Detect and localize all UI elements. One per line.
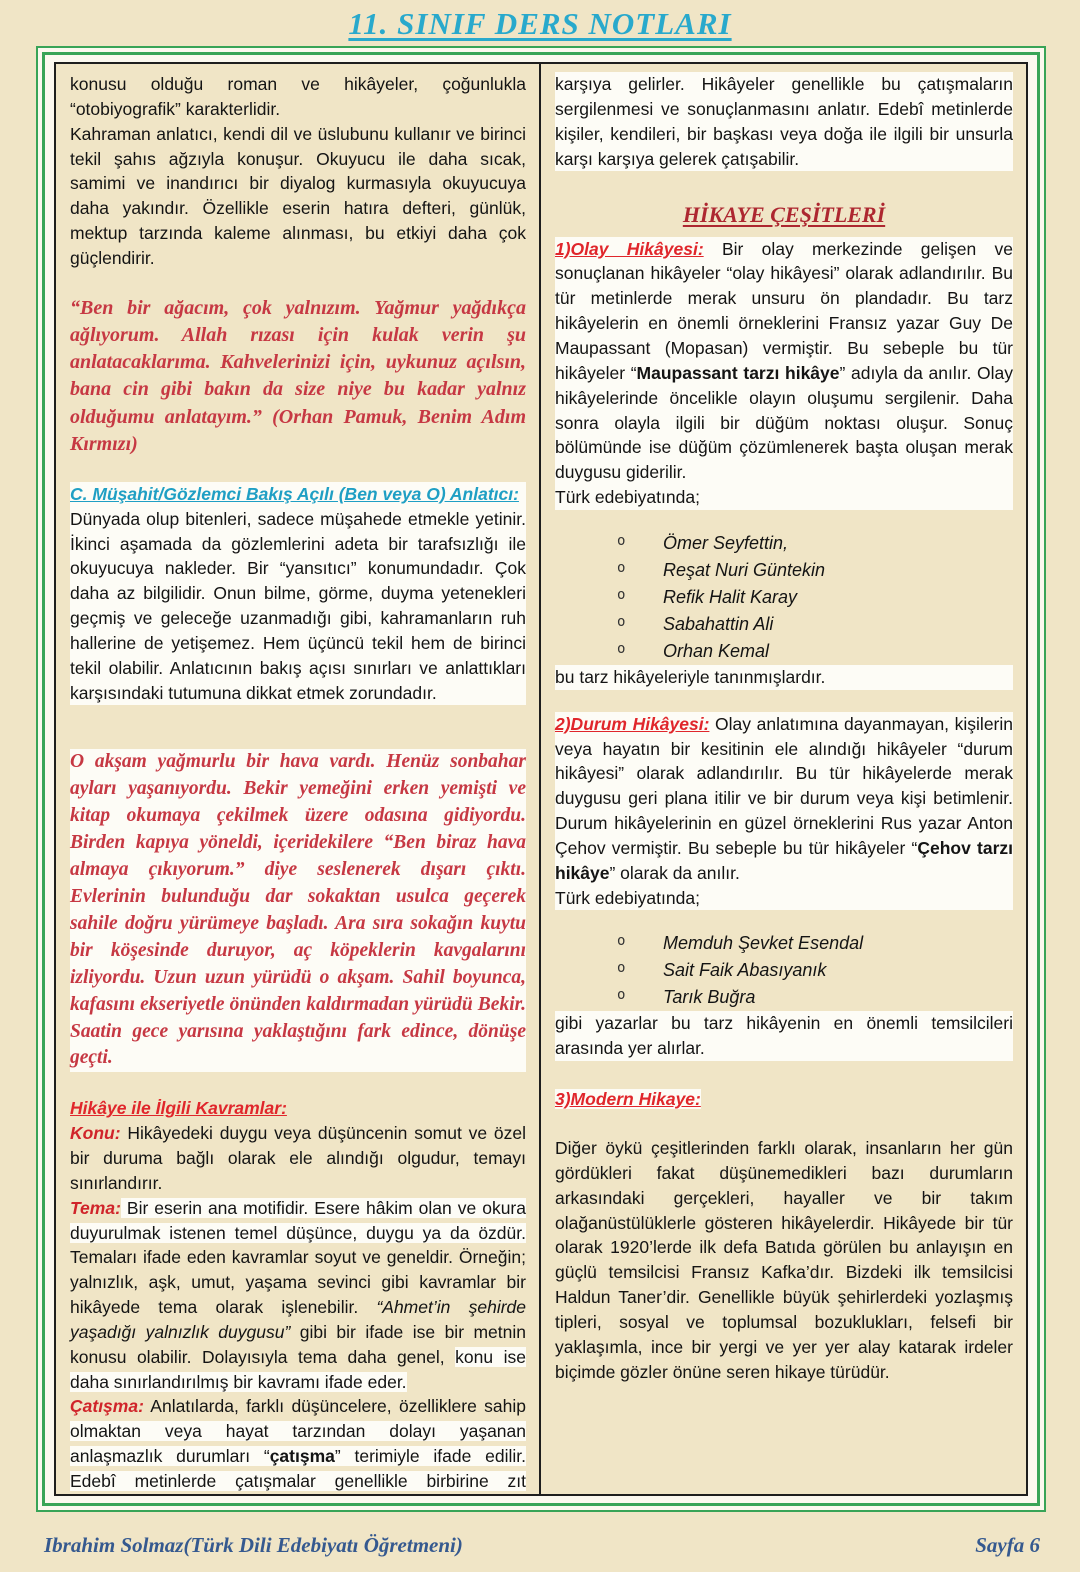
page-title-text: 11. SINIF DERS NOTLARI — [348, 6, 732, 41]
tema-text-3: konu ise daha sınırlandırılmış bir kavramı ifade eder. — [70, 1346, 526, 1392]
author-name: Ömer Seyfettin, — [663, 532, 789, 553]
section-heading-hikaye-cesitleri: HİKAYE ÇEŞİTLERİ — [682, 202, 886, 228]
green-frame-inner — [42, 52, 1040, 1506]
paragraph-otobiyografik: konusu olduğu roman ve hikâyeler, çoğunlukla “otobiyografik” karakterlidir. — [70, 74, 526, 119]
section-heading-musahit: C. Müşahit/Gözlemci Bakış Açılı (Ben veya O) Anlatıcı: — [70, 483, 519, 504]
durum-authors-list — [555, 930, 1013, 1011]
olay-hikayesi-label: 1)Olay Hikâyesi: — [555, 238, 704, 259]
tema-text: Temaları ifade eden kavramlar soyut ve geneldir. Örneğin; yalnızlık, aşk, umut, yaşama sevinci gibi kavramlar bir hikâyede tema olarak işlenebilir. — [70, 1247, 526, 1318]
page-title — [0, 0, 1080, 42]
catisma-text-3: ” terimiyle ifade edilir. Edebî metinlerde çatışmalar genellikle birbirine zıt — [70, 1446, 526, 1491]
tema-text-highlight: Bir eserin ana motifidir. Esere hâkim olan ve okura duyurulmak istenen temel düşünce, duygu ya da özdür. — [70, 1197, 526, 1243]
author-name: Orhan Kemal — [663, 640, 770, 661]
turk-edebiyatinda-1: Türk edebiyatında; — [555, 487, 700, 508]
durum-text-2: ” olarak da anılır. — [609, 862, 740, 883]
author-name: Tarık Buğra — [663, 987, 756, 1008]
author-name: Sabahattin Ali — [663, 613, 774, 634]
konu-definition — [70, 1121, 526, 1196]
list-item — [617, 930, 1013, 957]
tema-text-2: gibi bir ifade ise bir metnin konusu olabilir. Dolayısıyla tema daha genel, — [70, 1321, 526, 1367]
footer-author: Ibrahim Solmaz(Türk Dili Edebiyatı Öğretmeni) — [44, 1533, 463, 1557]
durum-hikayesi-section — [555, 712, 1013, 911]
modern-hikaye-heading-row — [555, 1087, 1013, 1112]
catisma-bold-term: çatışma — [269, 1446, 335, 1467]
durum-hikayesi-label: 2)Durum Hikâyesi: — [555, 713, 710, 734]
paragraph-gozlemci: Dünyada olup bitenleri, sadece müşahede etmekle yetinir. İkinci aşamada da gözlemlerini adeta bir tarafsızlığı ile okuyucuya nakleder. Bir “yansıtıcı” konumundadır. Çok daha az bilgilidir. Onun bilme, görme, duyma yetenekleri geçmiş ve geleceğe uzanmadığı gibi, kahramanların ruh hallerine de yetişemez. Hem üçüncü tekil hem de birinci tekil olabilir. Anlatıcının bakış açısı sınırları ve anlattıkları karşısındaki tutumuna dikkat etmek zorundadır. — [70, 508, 526, 703]
left-column — [56, 64, 541, 1494]
paragraph-catisma-devam: karşıya gelirler. Hikâyeler genellikle bu çatışmaların sergilenmesi ve sonuçlanmasını anlatır. Edebî metinlerde kişiler, kendileri, bir başkası veya doğa ile ilgili bir unsurla karşı karşıya gelerek çatışabilir. — [555, 72, 1013, 171]
list-item — [617, 557, 1013, 584]
catisma-definition — [70, 1394, 526, 1494]
notes-content — [54, 62, 1028, 1496]
list-item — [617, 530, 1013, 557]
olay-authors-list — [555, 530, 1013, 665]
tema-label: Tema: — [70, 1197, 121, 1218]
olay-hikayesi-section — [555, 237, 1013, 510]
tema-definition — [70, 1196, 526, 1395]
olay-hikayesi-paragraph — [555, 237, 1013, 485]
list-item — [617, 584, 1013, 611]
catisma-highlight — [70, 1421, 526, 1491]
olay-closing: bu tarz hikâyeleriyle tanınmışlardır. — [555, 665, 1013, 690]
orhan-pamuk-quote: “Ben bir ağacım, çok yalnızım. Yağmur yağdıkça ağlıyorum. Allah rızası için kulak verin şu anlatacaklarıma. Kahvelerinizi için, uykunuz açılsın, bana cin gibi bakın da size niye bu kadar yalnız olduğumu anlatayım.” (Orhan Pamuk, Benim Adım Kırmızı) — [70, 296, 526, 455]
durum-text-1: Olay anlatımına dayanmayan, kişilerin veya hayatın bir kesitinin ele alındığı hikâyeler “durum hikâyesi” olarak adlandırılır. Bu tür hikâyelerde merak duygusu geri plana itilir ve bir durum veya kişi betimlenir. Durum hikâyelerinin en güzel örneklerini Rus yazar Anton Çehov vermiştir. Bu sebeple bu tür hikâyeler “ — [555, 713, 1013, 858]
konu-text: Hikâyedeki duygu veya düşüncenin somut ve özel bir duruma bağlı olarak ele alındığı olgudur, temayı sınırlandırır. — [70, 1123, 526, 1193]
paragraph-kahraman-anlatici: Kahraman anlatıcı, kendi dil ve üslubunu kullanır ve birinci tekil şahıs ağzıyla konuşur. Okuyucu ile daha sıcak, samimi ve inandırıcı bir diyalog kurmasıyla okuyucuya daha yakındır. Özellikle eserin hatıra defteri, günlük, mektup tarzında kaleme alınması, bu etkiyi daha çok güçlendirir. — [70, 123, 526, 268]
green-frame — [36, 46, 1046, 1512]
footer-page-number: Sayfa 6 — [975, 1533, 1040, 1557]
author-name: Refik Halit Karay — [663, 586, 798, 607]
gozlemci-section — [70, 482, 526, 706]
list-item — [617, 611, 1013, 638]
section-heading-kavramlar: Hikâye ile İlgili Kavramlar: — [70, 1098, 287, 1119]
olay-text-2: ” adıyla da anılır. Olay hikâyelerinde öncelikle olayın oluşumu sergilenir. Daha sonra olayla ilgili bir düğüm noktası oluşur. Sonuç bölümünde ise düğüm çözümlenerek başta oluşan merak duygusu giderilir. — [555, 362, 1013, 483]
olay-bold-maupassant: Maupassant tarzı hikâye — [636, 362, 840, 383]
durum-closing: gibi yazarlar bu tarz hikâyenin en önemli temsilcileri arasında yer alırlar. — [555, 1011, 1013, 1061]
catisma-label: Çatışma: — [70, 1396, 144, 1417]
section-heading-modern-hikaye: 3)Modern Hikaye: — [555, 1089, 701, 1110]
author-name: Reşat Nuri Güntekin — [663, 559, 826, 580]
konu-label: Konu: — [70, 1123, 121, 1144]
modern-hikaye-paragraph: Diğer öykü çeşitlerinden farklı olarak, insanların her gün gördükleri fakat düşünemedikleri bazı durumların arkasındaki gerçekleri, hayaller ve bir takım olağanüstülüklerle gösteren hikâyelerdir. Hikâyede bir tür olarak 1920’lerde ilk defa Batıda görülen bu anlayışın en güçlü temsilcisi Fransız Kafka’dır. Bizdeki ilk temsilcisi Haldun Taner’dir. Genellikle büyük şehirlerdeki yozlaşmış tipleri, sosyal ve toplumsal bozuklukları, felsefi bir yaklaşımla, ince bir yergi ve yer yer alay katarak irdeler biçimde gözler önüne seren hikaye türüdür. — [555, 1138, 1013, 1382]
durum-bold-cehov: Çehov tarzı hikâye — [555, 837, 1014, 883]
list-item — [617, 984, 1013, 1011]
catisma-text-2: olmaktan veya hayat tarzından dolayı yaşanan anlaşmazlık durumları “ — [70, 1421, 526, 1467]
bekir-narrative: O akşam yağmurlu bir hava vardı. Henüz sonbahar ayları yaşanıyordu. Bekir yemeğini erken yemişti ve kitap okumaya çekilmek üzere odasına gidiyordu. Birden kapıya yöneldi, içeridekilere “Ben biraz hava almaya çıkıyorum.” diye seslenerek dışarı çıktı. Evlerinin bulunduğu dar sokaktan usulca geçerek sahile doğru yürümeye başladı. Ara sıra sokağın kuytu bir köşesinde duruyor, aç köpeklerin kavgalarını izliyordu. Uzun uzun yürüdü o akşam. Sahil boyunca, kafasını ekseriyetle önünden kaldırmadan yürüdü Bekir. Saatin gece yarısına yaklaştığını fark edince, dönüşe geçti. — [70, 749, 526, 1072]
author-name: Memduh Şevket Esendal — [663, 933, 864, 954]
right-column — [541, 64, 1026, 1494]
author-name: Sait Faik Abasıyanık — [663, 960, 827, 981]
list-item — [617, 638, 1013, 665]
list-item — [617, 957, 1013, 984]
tema-example: “Ahmet’in şehirde yaşadığı yalnızlık duygusu” — [70, 1297, 527, 1342]
catisma-text-1: Anlatılarda, farklı düşüncelere, özelliklere sahip — [143, 1396, 526, 1417]
durum-hikayesi-paragraph — [555, 712, 1013, 886]
turk-edebiyatinda-2: Türk edebiyatında; — [555, 887, 700, 908]
footer — [44, 1533, 1040, 1558]
olay-text-1: Bir olay merkezinde gelişen ve sonuçlanan hikâyeler “olay hikâyesi” olarak adlandırılır. Bu tür metinlerde merak unsuru ön plandadır. Bu tarz hikâyelerin en önemli örneklerini Fransız yazar Guy De Maupassant (Mopasan) vermiştir. Bu sebeple bu tür hikâyeler “ — [555, 238, 1014, 383]
hikaye-cesitleri-heading-row — [555, 199, 1013, 230]
